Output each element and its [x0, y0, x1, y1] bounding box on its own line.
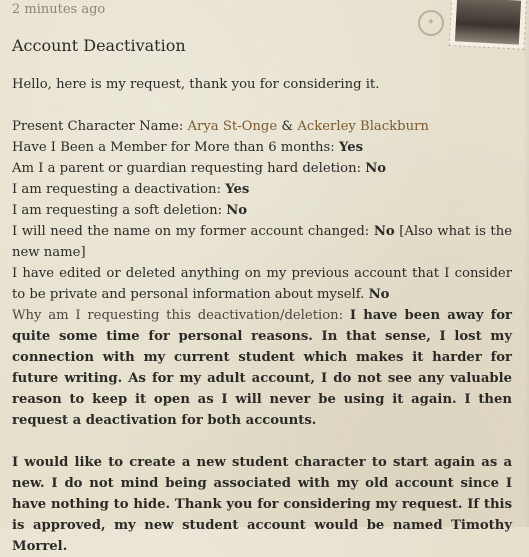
- edited-info-row: [12, 263, 512, 305]
- member-six-months-label: Have I Been a Member for More than 6 months:: [12, 140, 335, 155]
- character-link-arya[interactable]: Arya St-Onge: [187, 119, 278, 134]
- name-changed-label: I will need the name on my former account changed:: [12, 224, 370, 239]
- avatar[interactable]: [449, 0, 528, 50]
- member-six-months-row: [12, 137, 512, 158]
- parent-guardian-row: [12, 158, 512, 179]
- deactivation-row: [12, 179, 512, 200]
- name-changed-answer: No: [373, 224, 395, 239]
- parent-guardian-answer: No: [365, 161, 387, 176]
- post-timestamp: 2 minutes ago: [12, 2, 106, 17]
- name-changed-row: [12, 221, 512, 263]
- post-title: Account Deactivation: [12, 36, 186, 55]
- deactivation-answer: Yes: [225, 182, 250, 197]
- greeting: Hello, here is my request, thank you for considering it.: [12, 77, 380, 92]
- closing-paragraph: I would like to create a new student character to start again as a new. I do not mind being associated with my old account since I have nothing to hide. Thank you for considering my request. If this is approved, my new student account would be named Timothy Morrel.: [12, 455, 512, 554]
- parent-guardian-label: Am I a parent or guardian requesting hard deletion:: [12, 161, 362, 176]
- author-stamp: [412, 0, 529, 48]
- edited-info-answer: No: [368, 287, 390, 302]
- seal-icon: ✦: [418, 10, 444, 36]
- avatar-image: [455, 0, 521, 45]
- name-changed-extra: [Also what is the new name]: [12, 224, 512, 260]
- soft-deletion-row: [12, 200, 512, 221]
- character-name-row: [12, 116, 512, 137]
- soft-deletion-label: I am requesting a soft deletion:: [12, 203, 223, 218]
- deactivation-label: I am requesting a deactivation:: [12, 182, 221, 197]
- character-name-label: Present Character Name:: [12, 119, 184, 134]
- member-six-months-answer: Yes: [338, 140, 364, 155]
- character-name-sep: &: [281, 119, 294, 134]
- edited-info-label: I have edited or deleted anything on my previous account that I consider to be private and personal information about myself.: [12, 266, 512, 302]
- character-link-ackerley[interactable]: Ackerley Blackburn: [297, 119, 429, 134]
- soft-deletion-answer: No: [226, 203, 248, 218]
- why-text: I have been away for quite some time for personal reasons. In that sense, I lost my connection with my current student which makes it harder for future writing. As for my adult account, I do not see any valuable reason to keep it open as I will never be using it again. I then request a deactivation for both accounts.: [12, 308, 512, 428]
- page-edge-shadow: [523, 0, 529, 527]
- post-body: [12, 74, 512, 557]
- why-row: [12, 305, 512, 431]
- why-label: Why am I requesting this deactivation/deletion:: [12, 308, 344, 323]
